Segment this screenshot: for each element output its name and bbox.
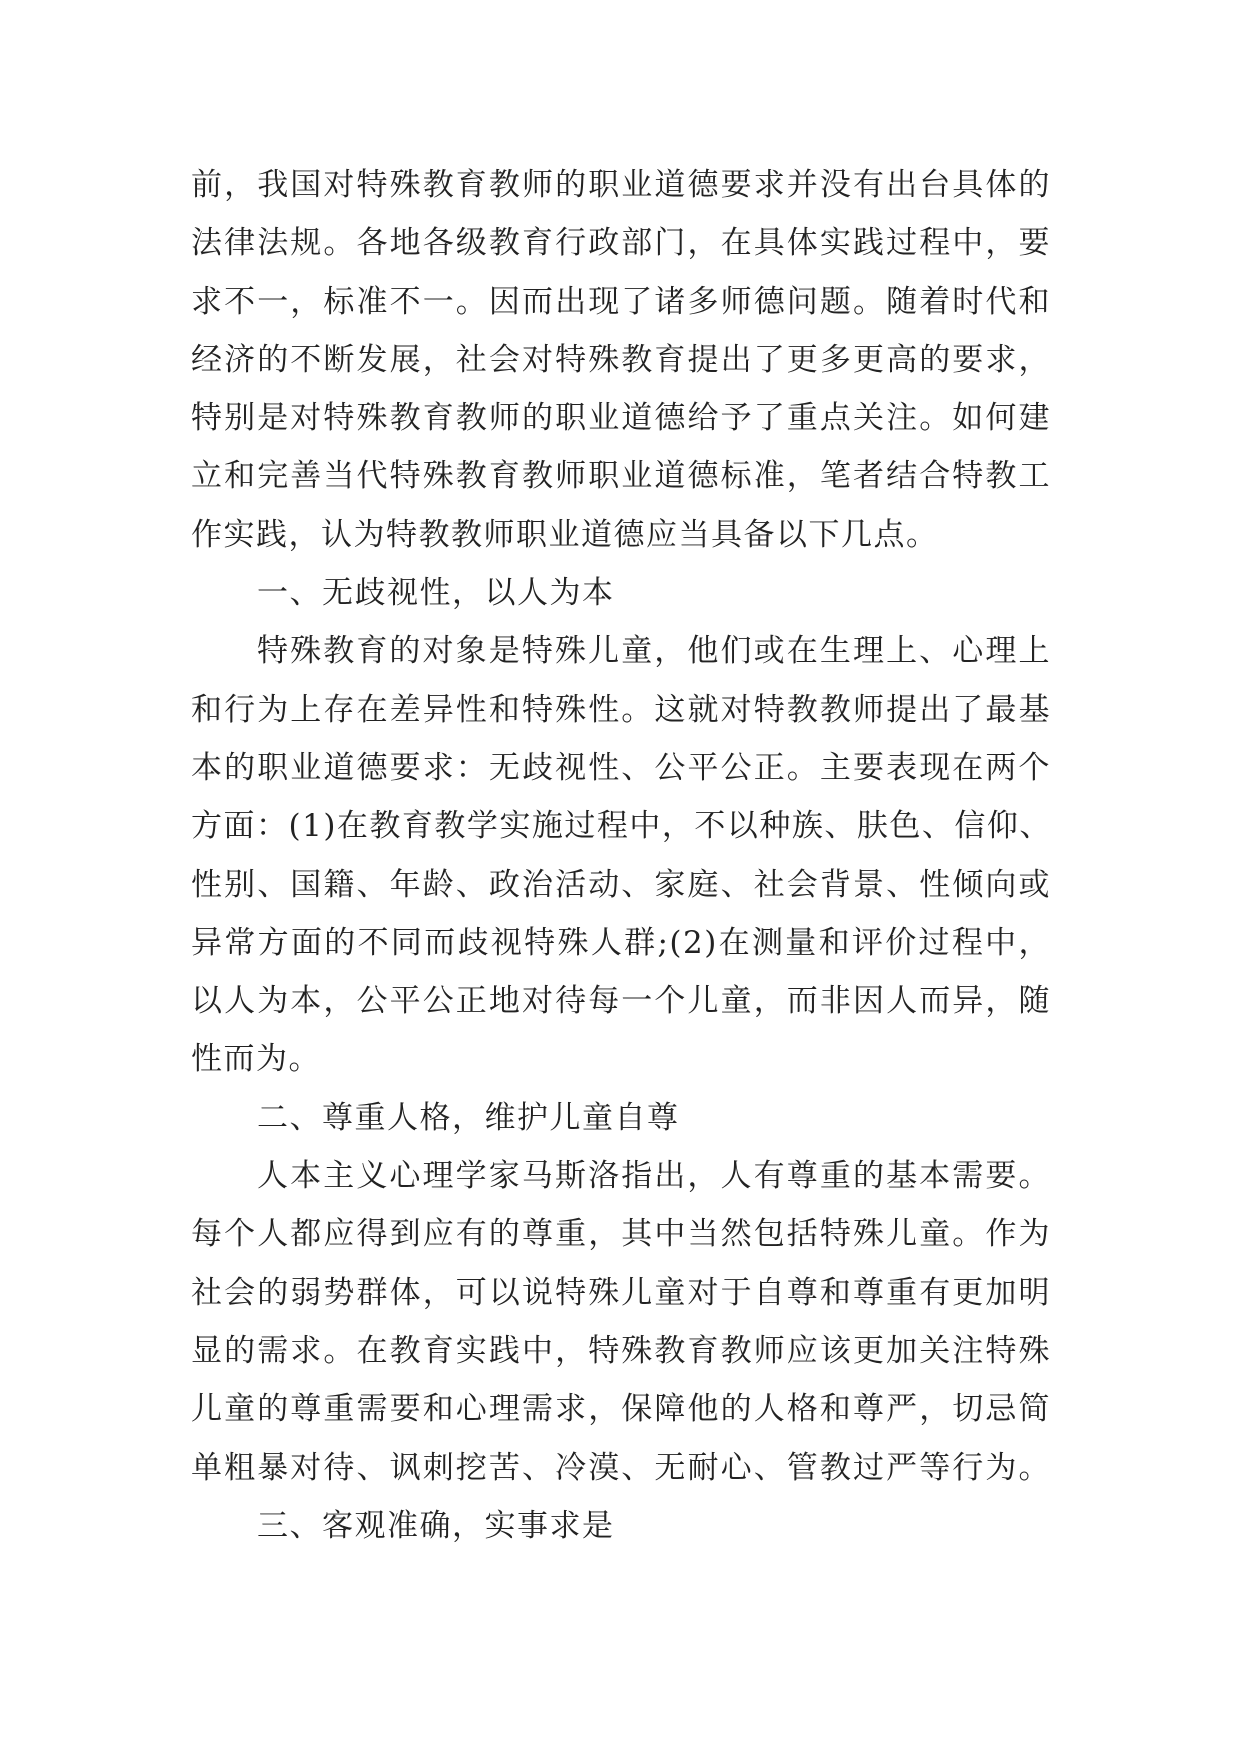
text-line: 立和完善当代特殊教育教师职业道德标准，笔者结合特教工 (191, 458, 1051, 495)
text-line: 儿童的尊重需要和心理需求，保障他的人格和尊严，切忌简 (191, 1391, 1051, 1428)
text-line: 异常方面的不同而歧视特殊人群;(2)在测量和评价过程中， (191, 924, 1051, 961)
text-line: 和行为上存在差异性和特殊性。这就对特教教师提出了最基 (191, 691, 1051, 728)
text-line: 求不一，标准不一。因而出现了诸多师德问题。随着时代和 (191, 283, 1051, 320)
text-line: 经济的不断发展，社会对特殊教育提出了更多更高的要求， (191, 341, 1051, 378)
text-line: 社会的弱势群体，可以说特殊儿童对于自尊和尊重有更加明 (191, 1274, 1051, 1311)
paragraph-start-line: 二、尊重人格，维护儿童自尊 (257, 1099, 680, 1136)
paragraph-start-line: 特殊教育的对象是特殊儿童，他们或在生理上、心理上 (257, 633, 1051, 670)
paragraph-start-line: 一、无歧视性，以人为本 (257, 575, 615, 612)
text-line: 显的需求。在教育实践中，特殊教育教师应该更加关注特殊 (191, 1332, 1051, 1369)
text-line: 以人为本，公平公正地对待每一个儿童，而非因人而异，随 (191, 983, 1051, 1020)
text-line: 方面：(1)在教育教学实施过程中，不以种族、肤色、信仰、 (191, 808, 1052, 845)
text-line: 每个人都应得到应有的尊重，其中当然包括特殊儿童。作为 (191, 1216, 1051, 1253)
text-line: 前，我国对特殊教育教师的职业道德要求并没有出台具体的 (191, 167, 1051, 203)
text-line: 本的职业道德要求：无歧视性、公平公正。主要表现在两个 (191, 749, 1051, 786)
text-line: 作实践，认为特教教师职业道德应当具备以下几点。 (191, 516, 939, 553)
paragraph-start-line: 三、客观准确，实事求是 (257, 1507, 615, 1544)
paragraph-start-line: 人本主义心理学家马斯洛指出，人有尊重的基本需要。 (257, 1158, 1051, 1195)
document-body (191, 156, 1051, 1555)
text-line: 特别是对特殊教育教师的职业道德给予了重点关注。如何建 (191, 400, 1051, 437)
text-line: 法律法规。各地各级教育行政部门，在具体实践过程中，要 (191, 225, 1051, 262)
text-line: 性而为。 (191, 1041, 321, 1078)
text-line: 性别、国籍、年龄、政治活动、家庭、社会背景、性倾向或 (191, 866, 1051, 903)
text-line: 单粗暴对待、讽刺挖苦、冷漠、无耐心、管教过严等行为。 (191, 1449, 1051, 1486)
